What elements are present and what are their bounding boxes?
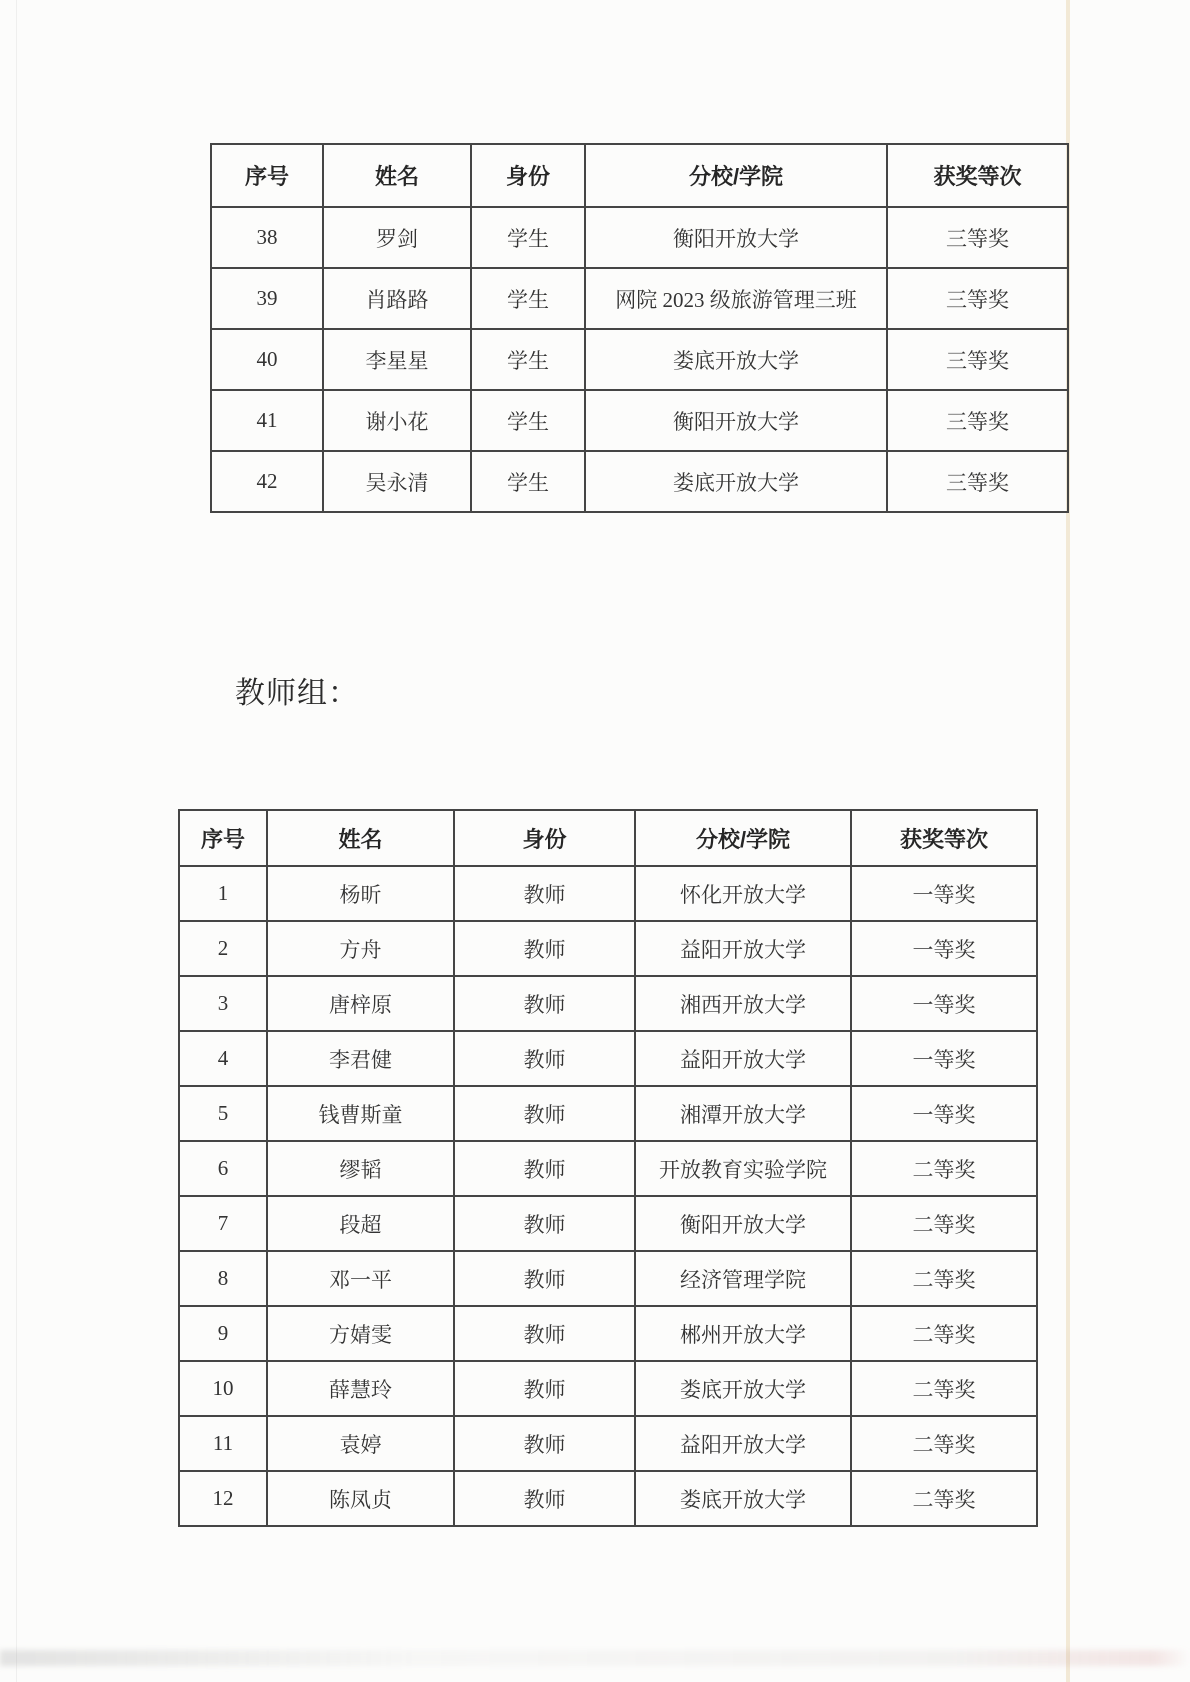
cell-serial: 12 [179,1471,267,1526]
teacher-group-label: 教师组： [235,677,359,710]
cell-award: 一等奖 [851,976,1037,1031]
cell-school: 衡阳开放大学 [585,207,887,268]
cell-identity: 教师 [454,1196,635,1251]
cell-serial: 1 [179,866,267,921]
cell-identity: 教师 [454,1086,635,1141]
cell-school: 网院 2023 级旅游管理三班 [585,268,887,329]
cell-award: 二等奖 [851,1141,1037,1196]
cell-name: 段超 [267,1196,454,1251]
header-serial: 序号 [211,144,323,207]
cell-school: 衡阳开放大学 [585,390,887,451]
cell-serial: 39 [211,268,323,329]
cell-serial: 42 [211,451,323,512]
cell-identity: 教师 [454,1306,635,1361]
cell-identity: 教师 [454,976,635,1031]
cell-identity: 学生 [471,268,585,329]
cell-award: 一等奖 [851,1086,1037,1141]
table-row [211,451,1068,512]
header-identity: 身份 [454,810,635,866]
cell-serial: 2 [179,921,267,976]
cell-award: 二等奖 [851,1471,1037,1526]
cell-serial: 38 [211,207,323,268]
cell-school: 怀化开放大学 [635,866,851,921]
cell-identity: 教师 [454,1141,635,1196]
header-award: 获奖等次 [851,810,1037,866]
scan-bottom-shadow [0,1650,1190,1666]
cell-award: 三等奖 [887,451,1068,512]
cell-award: 二等奖 [851,1251,1037,1306]
cell-name: 薛慧玲 [267,1361,454,1416]
cell-serial: 4 [179,1031,267,1086]
cell-serial: 6 [179,1141,267,1196]
cell-award: 三等奖 [887,390,1068,451]
cell-award: 三等奖 [887,329,1068,390]
cell-name: 钱曹斯童 [267,1086,454,1141]
cell-name: 吴永清 [323,451,471,512]
cell-award: 二等奖 [851,1196,1037,1251]
header-award: 获奖等次 [887,144,1068,207]
cell-name: 李星星 [323,329,471,390]
cell-name: 罗剑 [323,207,471,268]
cell-name: 李君健 [267,1031,454,1086]
table-row [211,390,1068,451]
cell-serial: 41 [211,390,323,451]
teacher-awards-table [178,809,1038,1527]
cell-name: 唐梓原 [267,976,454,1031]
cell-award: 一等奖 [851,1031,1037,1086]
table-row [179,1031,1037,1086]
cell-serial: 3 [179,976,267,1031]
cell-name: 邓一平 [267,1251,454,1306]
table-row [211,268,1068,329]
cell-school: 经济管理学院 [635,1251,851,1306]
cell-school: 益阳开放大学 [635,921,851,976]
paper-edge [16,0,17,1682]
cell-school: 娄底开放大学 [635,1361,851,1416]
student-awards-table [210,143,1069,513]
header-serial: 序号 [179,810,267,866]
table-row [211,207,1068,268]
cell-serial: 7 [179,1196,267,1251]
table-row [211,329,1068,390]
table-row [179,1196,1037,1251]
table-row [179,1306,1037,1361]
cell-name: 缪韬 [267,1141,454,1196]
cell-serial: 10 [179,1361,267,1416]
cell-award: 二等奖 [851,1361,1037,1416]
header-name: 姓名 [267,810,454,866]
table-row [179,866,1037,921]
cell-identity: 教师 [454,1251,635,1306]
cell-serial: 40 [211,329,323,390]
cell-name: 袁婷 [267,1416,454,1471]
cell-identity: 学生 [471,451,585,512]
cell-school: 湘潭开放大学 [635,1086,851,1141]
cell-name: 杨昕 [267,866,454,921]
table-header-row [211,144,1068,207]
cell-name: 陈凤贞 [267,1471,454,1526]
header-school: 分校/学院 [635,810,851,866]
cell-award: 三等奖 [887,268,1068,329]
cell-identity: 教师 [454,1361,635,1416]
cell-school: 娄底开放大学 [585,329,887,390]
cell-school: 郴州开放大学 [635,1306,851,1361]
cell-identity: 教师 [454,921,635,976]
cell-school: 湘西开放大学 [635,976,851,1031]
table-row [179,1251,1037,1306]
cell-serial: 9 [179,1306,267,1361]
cell-identity: 教师 [454,866,635,921]
cell-award: 二等奖 [851,1416,1037,1471]
cell-serial: 8 [179,1251,267,1306]
table-header-row [179,810,1037,866]
cell-name: 谢小花 [323,390,471,451]
cell-identity: 学生 [471,329,585,390]
cell-school: 益阳开放大学 [635,1031,851,1086]
cell-identity: 学生 [471,390,585,451]
cell-name: 肖路路 [323,268,471,329]
header-name: 姓名 [323,144,471,207]
table-row [179,1086,1037,1141]
cell-school: 开放教育实验学院 [635,1141,851,1196]
header-identity: 身份 [471,144,585,207]
cell-serial: 5 [179,1086,267,1141]
cell-award: 一等奖 [851,921,1037,976]
cell-school: 衡阳开放大学 [635,1196,851,1251]
cell-school: 益阳开放大学 [635,1416,851,1471]
cell-name: 方婧雯 [267,1306,454,1361]
cell-serial: 11 [179,1416,267,1471]
table-row [179,1416,1037,1471]
cell-identity: 教师 [454,1031,635,1086]
cell-identity: 学生 [471,207,585,268]
table-row [179,921,1037,976]
table-row [179,1471,1037,1526]
cell-award: 三等奖 [887,207,1068,268]
table-row [179,976,1037,1031]
cell-school: 娄底开放大学 [585,451,887,512]
cell-identity: 教师 [454,1471,635,1526]
table-row [179,1361,1037,1416]
table-row [179,1141,1037,1196]
cell-identity: 教师 [454,1416,635,1471]
header-school: 分校/学院 [585,144,887,207]
cell-award: 一等奖 [851,866,1037,921]
cell-name: 方舟 [267,921,454,976]
cell-award: 二等奖 [851,1306,1037,1361]
cell-school: 娄底开放大学 [635,1471,851,1526]
